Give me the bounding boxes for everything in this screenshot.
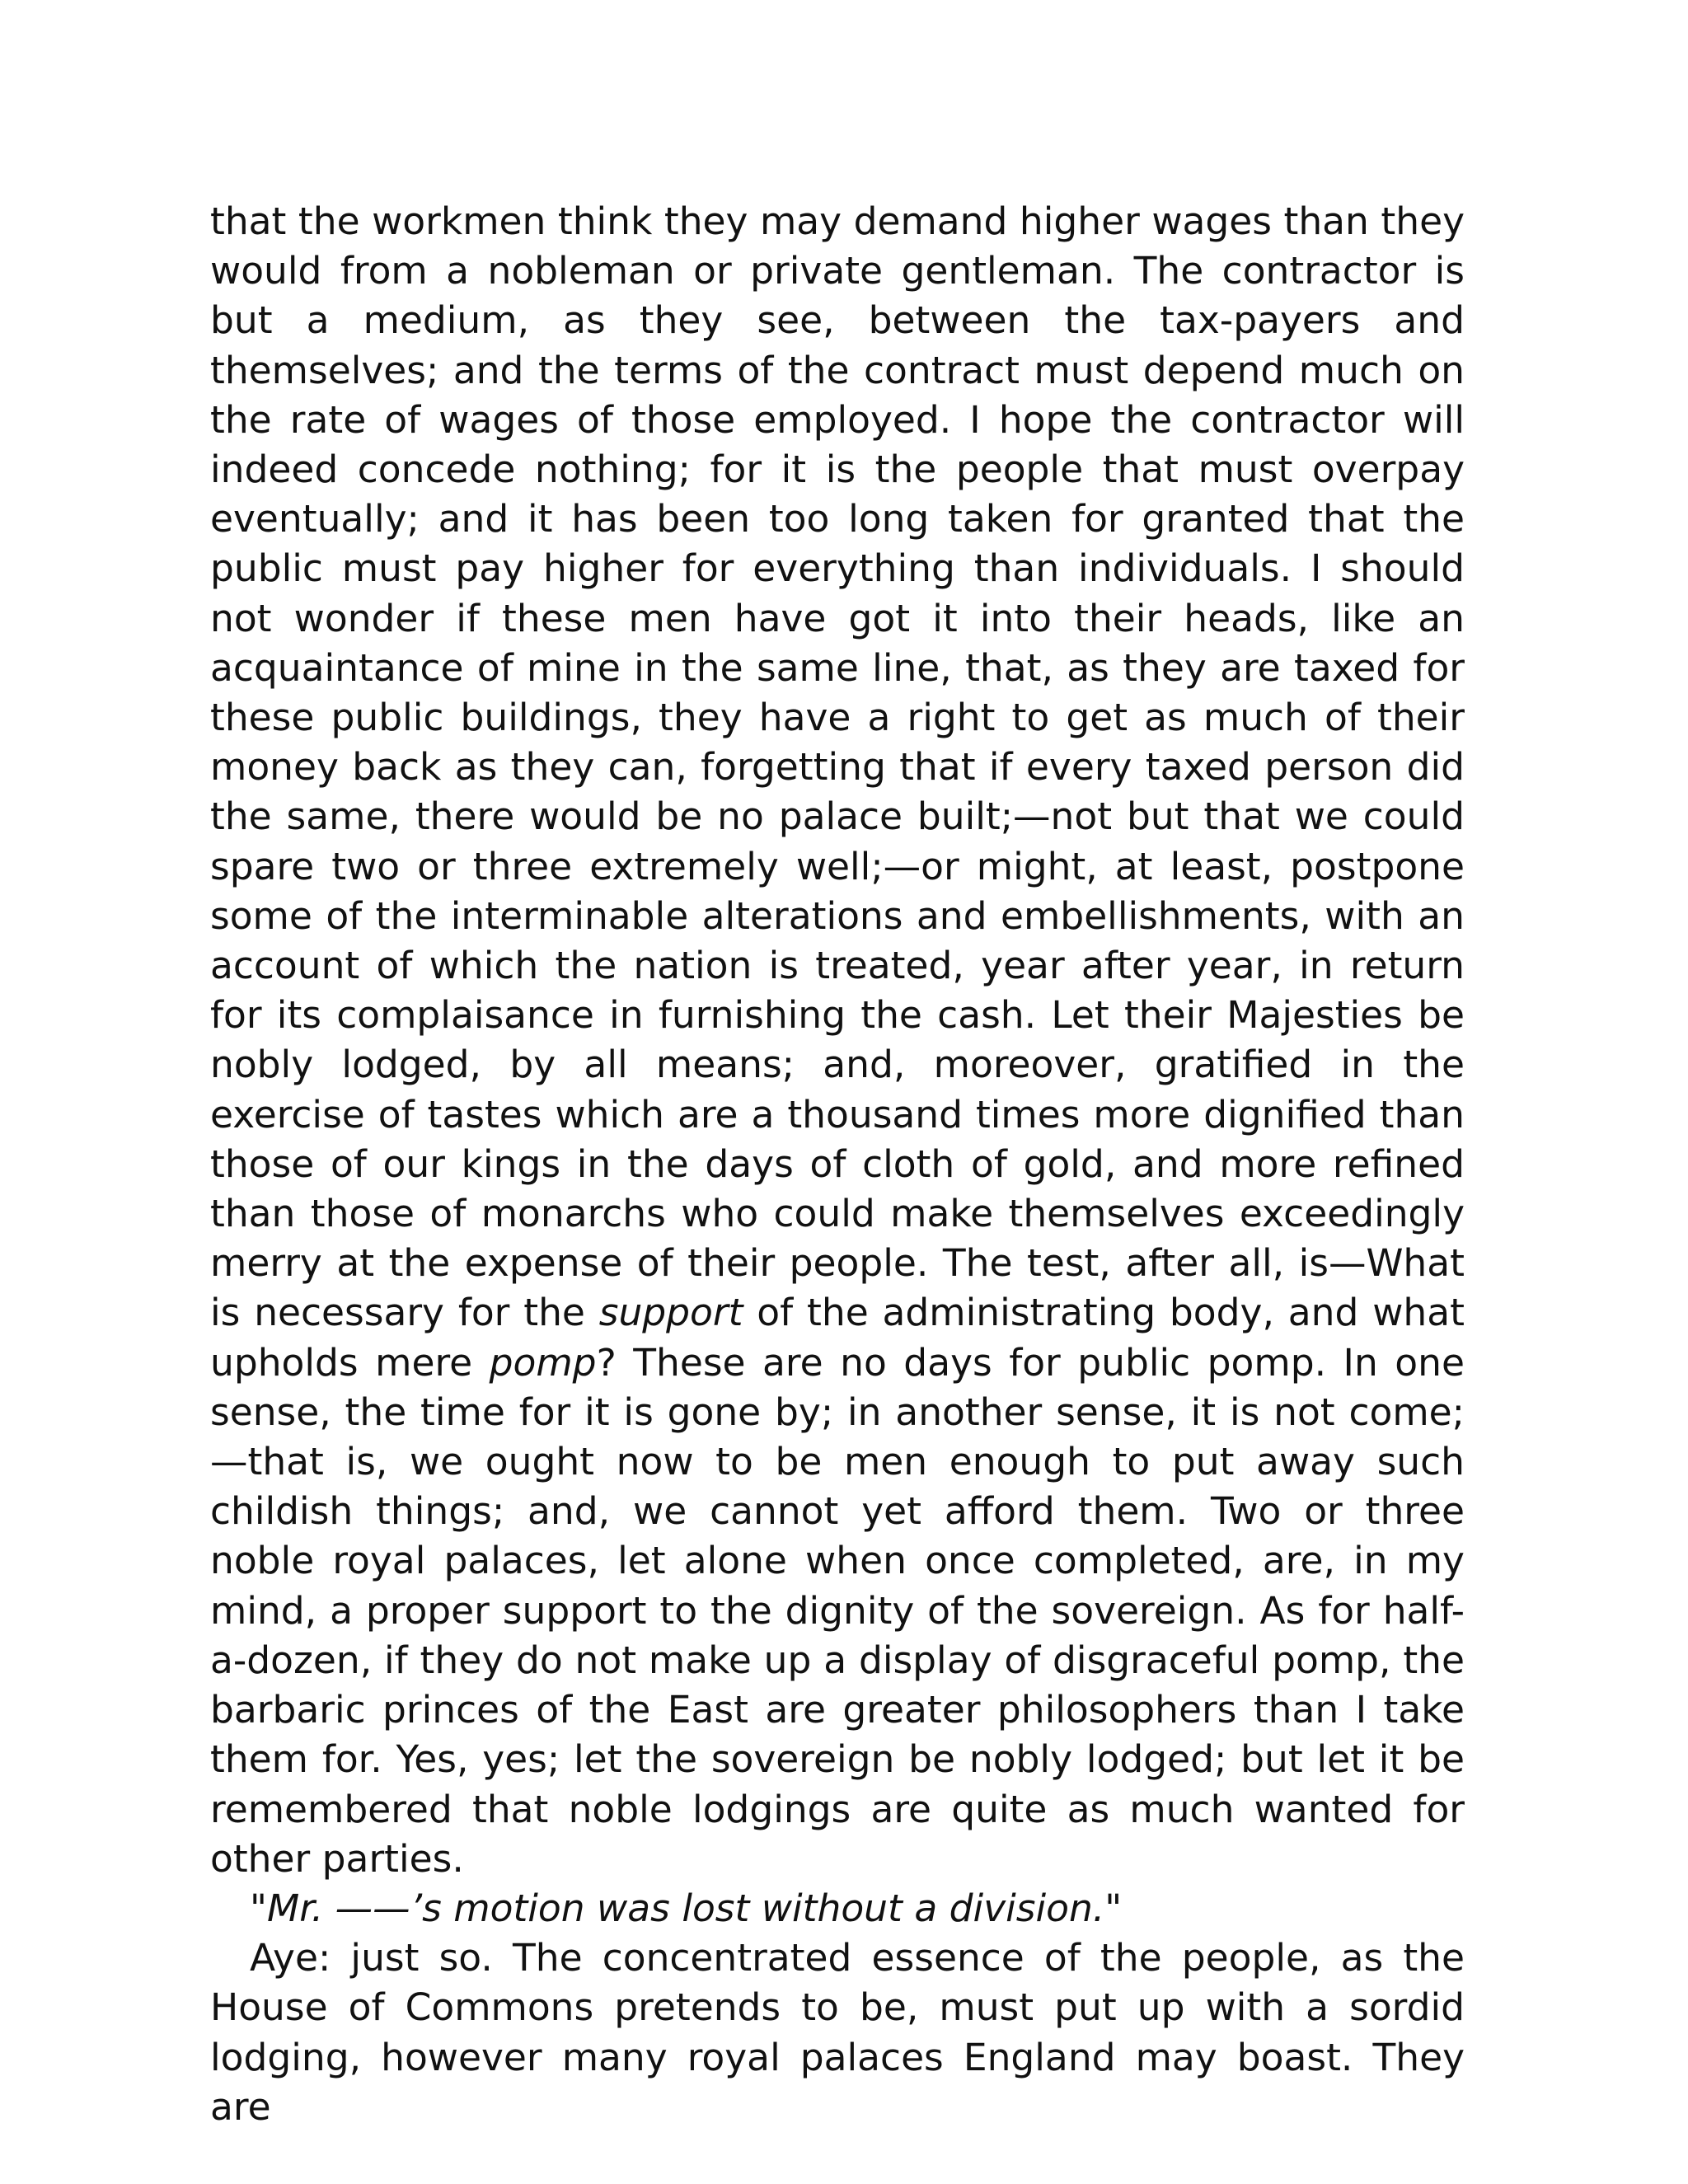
open-quote: " [250, 1886, 267, 1930]
quoted-motion-text: Mr. ——’s motion was lost without a division. [266, 1886, 1105, 1930]
paragraph-3-text: Aye: just so. The concentrated essence of the people, as the House of Commons pretends to be, must put up with a sordid lodging, however many royal palaces England may boast. They are [210, 1936, 1465, 2129]
close-quote: " [1104, 1886, 1123, 1930]
paragraph-1-text-b: of the administrating body, and what upholds mere [210, 1291, 1465, 1385]
paragraph-3 [210, 1933, 1465, 2132]
page-body [210, 197, 1465, 2132]
emphasis-pomp: pomp [489, 1340, 597, 1385]
paragraph-1-text-c: ? These are no days for public pomp. In one sense, the time for it is gone by; in another sense, it is not come;—that is, we ought now to be men enough to put away such childish things; and, we cannot yet afford them. Two or three noble royal palaces, let alone when once completed, are, in my mind, a proper support to the dignity of the sovereign. As for half-a-dozen, if they do not make up a display of disgraceful pomp, the barbaric princes of the East are greater philosophers than I take them for. Yes, yes; let the sovereign be nobly lodged; but let it be remembered that noble lodgings are quite as much wanted for other parties. [210, 1340, 1465, 1881]
paragraph-2-quote [210, 1884, 1465, 1933]
paragraph-1 [210, 197, 1465, 1884]
emphasis-support: support [598, 1291, 743, 1335]
paragraph-1-text-a: that the workmen think they may demand higher wages than they would from a nobleman or private gentleman. The contractor is but a medium, as they see, between the tax-payers and themselves; and the terms of the contract must depend much on the rate of wages of those employed. I hope the contractor will indeed concede nothing; for it is the people that must overpay eventually; and it has been too long taken for granted that the public must pay higher for everything than individuals. I should not wonder if these men have got it into their heads, like an acquaintance of mine in the same line, that, as they are taxed for these public buildings, they have a right to get as much of their money back as they can, forgetting that if every taxed person did the same, there would be no palace built;—not but that we could spare two or three extremely well;—or might, at least, postpone some of the interminable alterations and embellishments, with an account of which the nation is treated, year after year, in return for its complaisance in furnishing the cash. Let their Majesties be nobly lodged, by all means; and, moreover, gratified in the exercise of tastes which are a thousand times more dignified than those of our kings in the days of cloth of gold, and more refined than those of monarchs who could make themselves exceedingly merry at the expense of their people. The test, after all, is—What is necessary for the [210, 199, 1465, 1335]
